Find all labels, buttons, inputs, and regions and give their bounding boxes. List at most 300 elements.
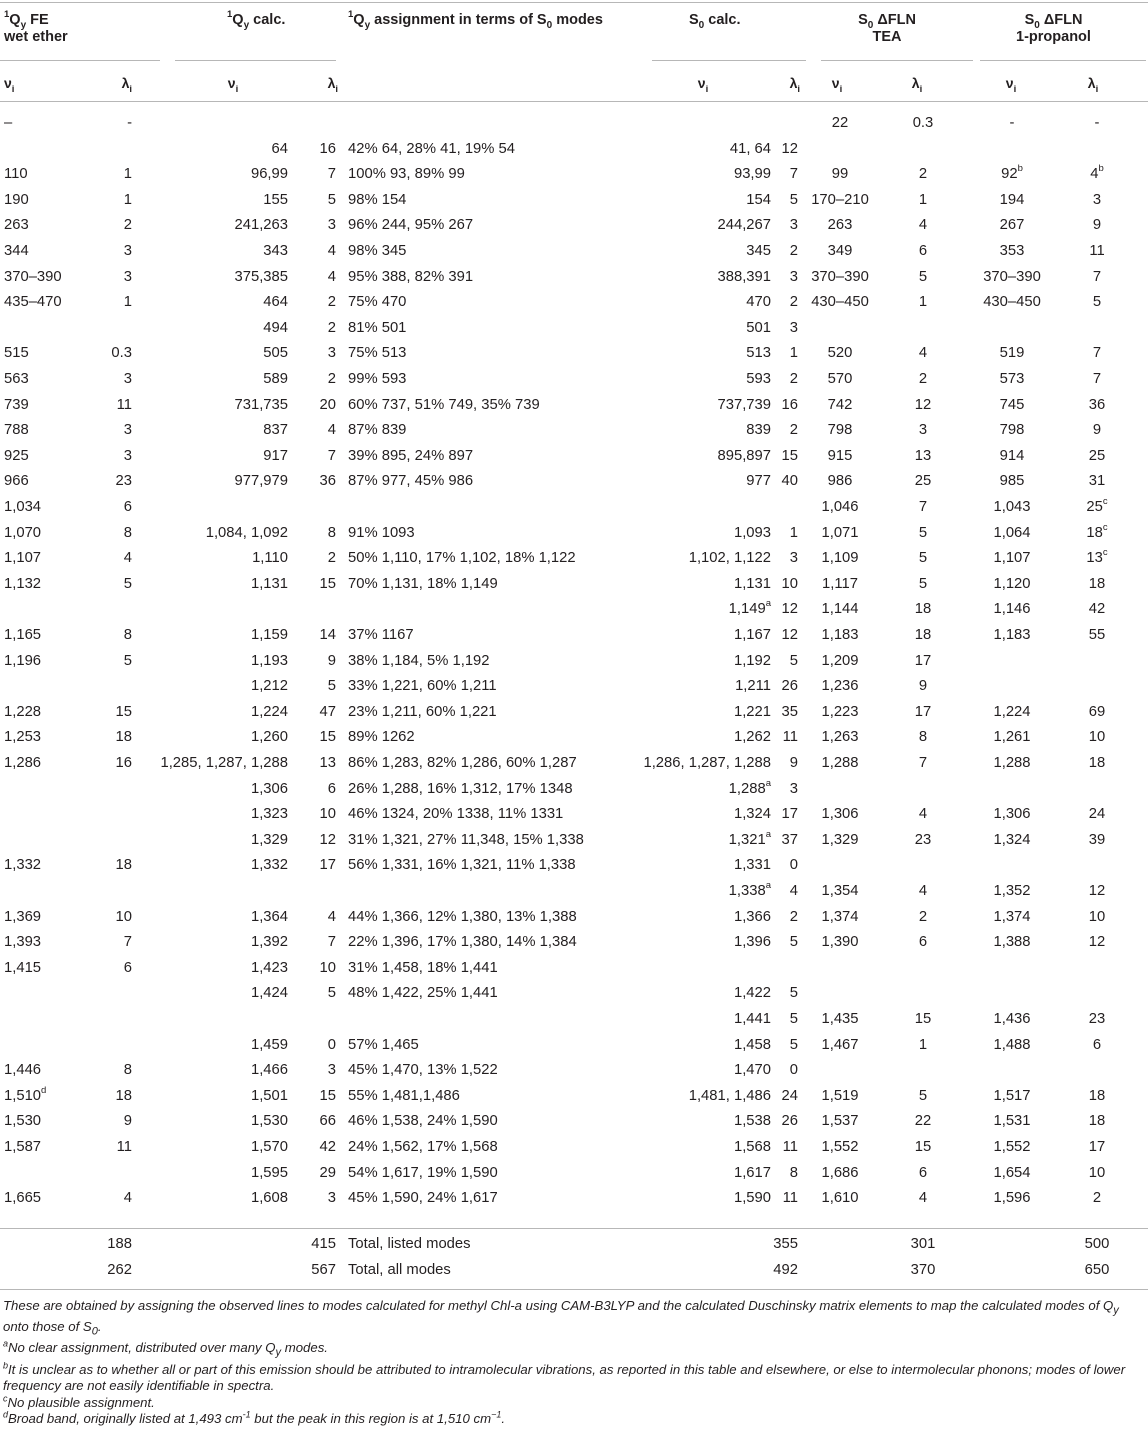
cell-s-v: 1,288$^a$ [728,777,771,797]
table-footnotes [3,1298,1145,1428]
cell-c-l: 2 [327,320,336,336]
cell-assign: 96% 244, 95% 267 [348,217,474,233]
cell-p-l: 10 [1088,909,1106,925]
cell-p-v: 985 [999,473,1025,489]
cell-t-l: 2 [918,909,928,925]
cell-s-l: 26 [781,678,798,694]
cell-t-v: 1,519 [821,1088,859,1104]
cell-s-l: 11 [782,1190,798,1206]
cell-c-v: 1,423 [250,960,288,976]
cell-s-l: 5 [789,1011,798,1027]
cell-s-v: 1,458 [733,1037,771,1053]
cell-t-v: 263 [827,217,853,233]
cell-s-v: 1,167 [733,627,771,643]
cell-t-l: 6 [918,1165,928,1181]
cell-p-v: 798 [999,422,1025,438]
cell-p-l: 7 [1092,269,1102,285]
cell-s-l: 1 [789,525,798,541]
cell-s-v: 1,331 [733,857,771,873]
cell-fe-v: 1,393 [4,934,42,950]
cell-t-v: 1,183 [821,627,859,643]
cell-p-l: 10 [1088,1165,1106,1181]
header-bottom-rule [0,101,1148,102]
cell-s-v: 345 [746,243,771,259]
cell-t-l: 17 [914,653,932,669]
cell-s-l: 11 [782,729,798,745]
cell-c-l: 3 [327,1190,336,1206]
cell-t-l: 4 [918,217,928,233]
cell-assign: 24% 1,562, 17% 1,568 [348,1139,498,1155]
cell-c-l: 16 [319,141,336,157]
cell-c-v: 1,084, 1,092 [205,525,288,541]
cell-fe-v: – [4,115,13,131]
cell-assign: 98% 154 [348,192,407,208]
cell-c-l: 15 [319,576,336,592]
cell-c-l: 20 [319,397,336,413]
cell-assign: 45% 1,590, 24% 1,617 [348,1190,498,1206]
lambda-symbol-7: $\lambda_i$ [911,75,923,95]
cell-c-v: 1,332 [250,857,288,873]
cell-t-v: 1,537 [821,1113,859,1129]
cell-s-l: 11 [782,1139,798,1155]
cell-s-l: 3 [789,269,798,285]
cell-t-v: 1,390 [821,934,859,950]
footnote-d: $^d$Broad band, originally listed at 1,493 $cm^{-1}$ but the peak in this region is at 1,510 $cm^{-1}$. [3,1410,506,1427]
cell-c-v: 1,306 [250,781,288,797]
cell-fe-l: - [127,115,132,131]
cell-t-l: 9 [918,678,928,694]
cell-fe-l: 188 [107,1236,132,1252]
header-s0-dfln-tea: $S_0$ ΔFLN TEA [858,12,916,45]
cell-p-v: 1,306 [993,806,1031,822]
cell-fe-v: 1,587 [4,1139,42,1155]
cell-fe-v: 370–390 [4,269,62,285]
cell-fe-v: 515 [4,345,29,361]
cell-t-v: 570 [827,371,853,387]
cell-fe-v: 1,510$^d$ [4,1084,47,1104]
cell-c-l: 66 [319,1113,336,1129]
cell-fe-v: 1,196 [4,653,42,669]
cell-t-v: 1,354 [821,883,859,899]
cell-s-l: 5 [789,934,798,950]
cell-s-v: 501 [746,320,771,336]
cell-c-v: 1,329 [250,832,288,848]
cell-s-l: 24 [781,1088,798,1104]
footnote-c: $^c$No plausible assignment. [3,1393,155,1410]
cell-t-l: 15 [914,1139,932,1155]
cell-assign: 37% 1167 [348,627,414,643]
cell-s-v: 977 [746,473,771,489]
cell-c-l: 6 [327,781,336,797]
cell-fe-l: 3 [123,269,132,285]
cell-s-v: 1,396 [733,934,771,950]
cell-s-l: 35 [781,704,798,720]
cell-p-v: 370–390 [983,269,1041,285]
cell-c-l: 15 [319,729,336,745]
nu-symbol-0: $\nu_i$ [4,75,15,95]
cell-t-v: 1,686 [821,1165,859,1181]
cell-t-v: 430–450 [811,294,869,310]
cell-fe-l: 2 [123,217,132,233]
cell-p-l: 25$^c$ [1086,495,1108,515]
cell-s-v: 1,538 [733,1113,771,1129]
cell-p-l: 7 [1092,371,1102,387]
cell-assign: 81% 501 [348,320,407,336]
cell-p-l: 36 [1088,397,1106,413]
cell-t-l: 370 [910,1262,936,1278]
cell-fe-v: 1,415 [4,960,42,976]
cell-assign: 98% 345 [348,243,407,259]
cell-p-l: 13$^c$ [1086,546,1108,566]
cell-t-l: 4 [918,1190,928,1206]
cell-s-v: 1,321$^a$ [728,828,771,848]
lambda-symbol-9: $\lambda_i$ [1087,75,1099,95]
nu-symbol-8: $\nu_i$ [1005,75,1017,95]
cell-c-l: 2 [327,550,336,566]
cell-p-l: 7 [1092,345,1102,361]
cell-s-v: 1,131 [733,576,771,592]
cell-c-l: 5 [327,192,336,208]
cell-c-l: 29 [319,1165,336,1181]
cell-t-l: 4 [918,883,928,899]
cell-s-v: 593 [746,371,771,387]
cell-t-v: 170–210 [811,192,869,208]
cell-fe-v: 1,034 [4,499,42,515]
cell-p-l: 69 [1088,704,1106,720]
cell-assign: 75% 470 [348,294,407,310]
cell-assign: 89% 1262 [348,729,415,745]
cell-s-l: 17 [781,806,798,822]
cell-p-l: 18 [1088,1088,1106,1104]
cell-t-l: 6 [918,934,928,950]
cell-s-v: 470 [746,294,771,310]
cell-c-l: 4 [327,909,336,925]
cell-t-l: 7 [918,755,928,771]
cell-p-l: 39 [1088,832,1106,848]
cell-t-l: 17 [914,704,932,720]
cell-t-v: 1,109 [821,550,859,566]
cell-fe-l: 4 [123,1190,132,1206]
cell-s-v: 1,338$^a$ [728,879,771,899]
cell-assign: 50% 1,110, 17% 1,102, 18% 1,122 [348,550,576,566]
cell-fe-l: 7 [123,934,132,950]
cell-c-v: 1,570 [250,1139,288,1155]
cell-p-v: 1,183 [993,627,1031,643]
cell-t-l: 12 [914,397,932,413]
cell-t-v: 349 [827,243,853,259]
cell-assign: 31% 1,321, 27% 11,348, 15% 1,338 [348,832,584,848]
cell-assign: 95% 388, 82% 391 [348,269,474,285]
cell-assign: 100% 93, 89% 99 [348,166,465,182]
cell-t-v: 1,329 [821,832,859,848]
cell-p-v: - [1009,115,1015,131]
cell-fe-l: 1 [123,192,132,208]
cell-c-l: 5 [327,985,336,1001]
cell-s-l: 15 [781,448,798,464]
header-underline-fe [0,60,160,61]
cell-p-v: 1,388 [993,934,1031,950]
cell-t-v: 1,236 [821,678,859,694]
cell-c-v: 1,323 [250,806,288,822]
cell-assign: 38% 1,184, 5% 1,192 [348,653,490,669]
cell-assign: 46% 1,538, 24% 1,590 [348,1113,498,1129]
cell-c-l: 10 [319,806,336,822]
lambda-symbol-5: $\lambda_i$ [789,75,800,95]
cell-p-l: 2 [1092,1190,1102,1206]
cell-c-l: 2 [327,371,336,387]
cell-p-v: 92$^b$ [1001,162,1023,182]
cell-p-l: 6 [1092,1037,1102,1053]
cell-fe-l: 6 [123,960,132,976]
header-s0-dfln-propanol: $S_0$ ΔFLN 1-propanol [1016,12,1091,45]
cell-p-l: 9 [1092,217,1102,233]
cell-c-l: 7 [327,448,336,464]
cell-assign: 22% 1,396, 17% 1,380, 14% 1,384 [348,934,577,950]
cell-assign: 23% 1,211, 60% 1,221 [348,704,497,720]
cell-fe-v: 1,665 [4,1190,42,1206]
cell-fe-v: 966 [4,473,29,489]
cell-c-v: 241,263 [234,217,288,233]
cell-t-v: 370–390 [811,269,869,285]
cell-s-l: 9 [789,755,798,771]
cell-c-v: 1,459 [250,1037,288,1053]
cell-p-l: 18$^c$ [1086,521,1108,541]
cell-fe-l: 3 [123,243,132,259]
cell-t-l: 15 [914,1011,932,1027]
cell-c-l: 5 [327,678,336,694]
cell-fe-v: 435–470 [4,294,62,310]
cell-s-l: 0 [789,857,798,873]
cell-p-l: 55 [1088,627,1106,643]
cell-t-v: 1,263 [821,729,859,745]
cell-c-v: 343 [263,243,288,259]
cell-s-v: 895,897 [717,448,771,464]
cell-c-v: 155 [263,192,288,208]
cell-fe-l: 11 [116,1139,132,1155]
cell-s-l: 7 [789,166,798,182]
cell-c-v: 505 [263,345,288,361]
cell-t-v: 1,610 [821,1190,859,1206]
cell-s-v: 1,590 [733,1190,771,1206]
cell-p-v: 1,596 [993,1190,1031,1206]
cell-fe-v: 1,369 [4,909,42,925]
cell-c-l: 42 [319,1139,336,1155]
cell-s-v: 93,99 [733,166,771,182]
cell-fe-v: 1,165 [4,627,42,643]
cell-s-v: 1,366 [733,909,771,925]
totals-top-rule [0,1228,1148,1229]
cell-assign: 70% 1,131, 18% 1,149 [348,576,498,592]
cell-s-l: 2 [789,294,798,310]
cell-fe-v: 788 [4,422,29,438]
cell-c-l: 15 [319,1088,336,1104]
cell-fe-l: 1 [123,294,132,310]
cell-t-v: 1,071 [821,525,859,541]
header-qy-assignment: $^1Q_y$ assignment in terms of $S_0$ modes [348,8,603,31]
cell-s-v: 1,441 [733,1011,771,1027]
cell-c-l: 8 [327,525,336,541]
cell-t-l: 5 [918,576,928,592]
cell-p-v: 1,324 [993,832,1031,848]
cell-fe-l: 3 [123,371,132,387]
cell-p-v: 1,288 [993,755,1031,771]
cell-p-v: 1,120 [993,576,1031,592]
cell-c-v: 917 [263,448,288,464]
header-qy-fe: $^1Q_y$ FE wet ether [4,8,68,45]
cell-s-v: 1,481, 1,486 [688,1088,771,1104]
cell-s-v: 1,211 [735,678,771,694]
cell-p-l: 11 [1089,243,1105,259]
cell-s-v: 1,192 [733,653,771,669]
cell-fe-v: 563 [4,371,29,387]
cell-p-v: 353 [999,243,1025,259]
cell-p-l: 25 [1088,448,1106,464]
cell-fe-l: 18 [115,857,132,873]
cell-c-v: 1,212 [250,678,288,694]
cell-c-l: 36 [319,473,336,489]
cell-s-l: 26 [781,1113,798,1129]
cell-s-l: 37 [781,832,798,848]
cell-p-v: 1,488 [993,1037,1031,1053]
cell-t-l: 23 [914,832,932,848]
cell-p-v: 914 [999,448,1025,464]
cell-p-v: 1,043 [993,499,1031,515]
cell-p-l: 17 [1088,1139,1106,1155]
cell-p-v: 1,436 [993,1011,1031,1027]
cell-p-v: 194 [999,192,1025,208]
footnote-main: These are obtained by assigning the observed lines to modes calculated for methyl Chl-a using CAM-B3LYP and the calculated Duschinsky matrix elements to map the calculated modes of $Q_y$ onto those of $S_0$. [3,1298,1119,1338]
cell-t-v: 1,435 [821,1011,859,1027]
header-s0-calc: $S_0$ calc. [689,12,741,31]
cell-p-l: - [1094,115,1100,131]
nu-symbol-4: $\nu_i$ [697,75,709,95]
cell-p-v: 1,107 [993,550,1031,566]
cell-assign: 26% 1,288, 16% 1,312, 17% 1348 [348,781,573,797]
cell-p-v: 573 [999,371,1025,387]
cell-assign: 54% 1,617, 19% 1,590 [348,1165,498,1181]
cell-t-l: 4 [918,345,928,361]
cell-t-v: 1,209 [821,653,859,669]
cell-t-l: 5 [918,269,928,285]
cell-fe-v: 1,070 [4,525,42,541]
cell-t-v: 99 [831,166,849,182]
header-underline-s0calc [652,60,806,61]
cell-t-v: 1,046 [821,499,859,515]
cell-p-v: 1,374 [993,909,1031,925]
cell-t-l: 0.3 [912,115,934,131]
cell-fe-l: 18 [115,1088,132,1104]
cell-s-v: 1,286, 1,287, 1,288 [643,755,771,771]
cell-t-l: 5 [918,525,928,541]
header-qy-calc: $^1Q_y$ calc. [227,8,286,31]
cell-fe-v: 1,253 [4,729,42,745]
cell-assign: 44% 1,366, 12% 1,380, 13% 1,388 [348,909,577,925]
nu-symbol-6: $\nu_i$ [831,75,843,95]
cell-s-v: 839 [746,422,771,438]
cell-p-l: 12 [1088,883,1106,899]
cell-c-v: 1,501 [250,1088,288,1104]
cell-fe-v: 1,228 [4,704,42,720]
cell-t-v: 1,374 [821,909,859,925]
cell-fe-l: 6 [123,499,132,515]
cell-t-l: 5 [918,1088,928,1104]
cell-c-v: 1,466 [250,1062,288,1078]
cell-assign: 91% 1093 [348,525,415,541]
cell-c-v: 1,364 [250,909,288,925]
cell-fe-l: 5 [123,653,132,669]
cell-s-v: 1,102, 1,122 [688,550,771,566]
cell-p-l: 31 [1088,473,1106,489]
cell-t-v: 1,144 [821,601,859,617]
cell-s-v: 1,262 [733,729,771,745]
cell-assign: 42% 64, 28% 41, 19% 54 [348,141,515,157]
cell-t-l: 6 [918,243,928,259]
header-underline-prop [980,60,1146,61]
cell-p-v: 745 [999,397,1025,413]
cell-fe-l: 8 [123,1062,132,1078]
cell-c-v: 977,979 [234,473,288,489]
cell-fe-v: 739 [4,397,29,413]
cell-p-l: 18 [1088,1113,1106,1129]
cell-s-l: 12 [781,601,798,617]
cell-p-v: 1,531 [993,1113,1031,1129]
cell-fe-v: 1,332 [4,857,42,873]
cell-fe-v: 1,286 [4,755,42,771]
cell-fe-v: 1,446 [4,1062,42,1078]
cell-s-v: 244,267 [717,217,771,233]
cell-s-v: 1,422 [733,985,771,1001]
cell-p-v: 1,064 [993,525,1031,541]
cell-c-v: 96,99 [250,166,288,182]
cell-t-l: 25 [914,473,932,489]
cell-c-v: 64 [271,141,288,157]
cell-fe-l: 4 [123,550,132,566]
cell-t-v: 1,223 [821,704,859,720]
cell-s-l: 12 [781,627,798,643]
cell-p-l: 12 [1088,934,1106,950]
cell-s-l: 2 [789,909,798,925]
cell-assign: 45% 1,470, 13% 1,522 [348,1062,498,1078]
cell-assign: 46% 1324, 20% 1338, 11% 1331 [348,806,564,822]
cell-t-l: 8 [918,729,928,745]
cell-fe-l: 5 [123,576,132,592]
cell-s-l: 5 [789,1037,798,1053]
cell-fe-l: 15 [115,704,132,720]
cell-p-v: 1,224 [993,704,1031,720]
cell-s-l: 5 [789,653,798,669]
cell-fe-l: 23 [115,473,132,489]
cell-s-l: 2 [789,371,798,387]
cell-s-v: 41, 64 [729,141,771,157]
cell-assign: 87% 977, 45% 986 [348,473,474,489]
cell-c-l: 17 [319,857,336,873]
cell-s-v: 1,221 [733,704,771,720]
cell-t-l: 4 [918,806,928,822]
cell-s-v: 154 [746,192,771,208]
cell-p-l: 3 [1092,192,1102,208]
cell-fe-l: 0.3 [111,345,132,361]
cell-s-l: 5 [789,192,798,208]
cell-c-l: 4 [327,243,336,259]
cell-c-v: 1,424 [250,985,288,1001]
cell-c-l: 2 [327,294,336,310]
cell-fe-v: 344 [4,243,29,259]
cell-p-l: 9 [1092,422,1102,438]
cell-p-l: 4$^b$ [1090,162,1104,182]
cell-c-v: 1,608 [250,1190,288,1206]
cell-p-l: 23 [1088,1011,1106,1027]
cell-s-l: 355 [773,1236,798,1252]
